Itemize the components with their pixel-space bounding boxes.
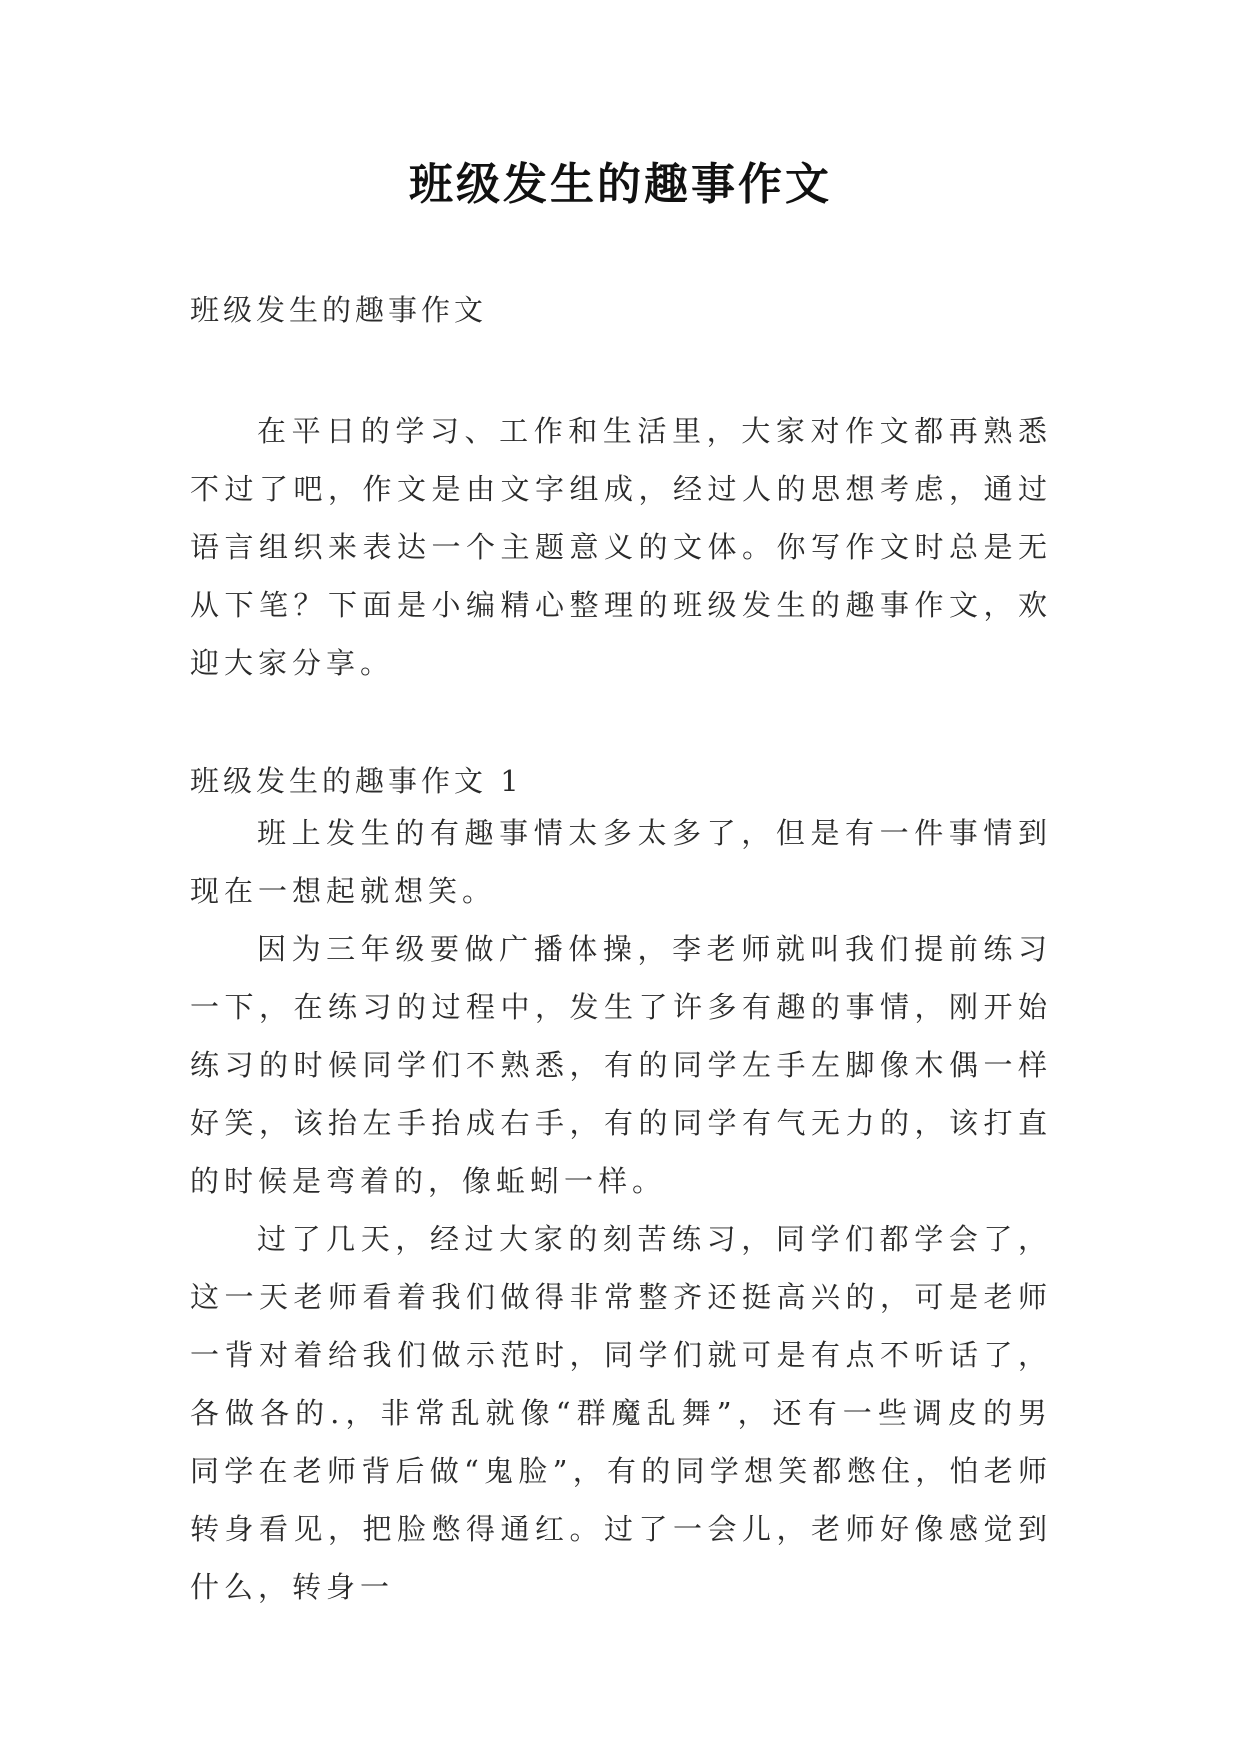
body-paragraph: 因为三年级要做广播体操，李老师就叫我们提前练习一下，在练习的过程中，发生了许多有趣的事情，刚开始练习的时候同学们不熟悉，有的同学左手左脚像木偶一样好笑，该抬左手抬成右手，有的同学有气无力的，该打直的时候是弯着的，像蚯蚓一样。 [190, 932, 1052, 1198]
document-title: 班级发生的趣事作文 [409, 159, 832, 210]
section-heading: 班级发生的趣事作文 1 [190, 764, 523, 798]
intro-paragraph: 在平日的学习、工作和生活里，大家对作文都再熟悉不过了吧，作文是由文字组成，经过人的思想考虑，通过语言组织来表达一个主题意义的文体。你写作文时总是无从下笔？下面是小编精心整理的班级发生的趣事作文，欢迎大家分享。 [190, 414, 1052, 680]
body-paragraph: 过了几天，经过大家的刻苦练习，同学们都学会了，这一天老师看着我们做得非常整齐还挺高兴的，可是老师一背对着给我们做示范时，同学们就可是有点不听话了，各做各的.，非常乱就像“群魔乱舞”，还有一些调皮的男同学在老师背后做“鬼脸”，有的同学想笑都憋住，怕老师转身看见，把脸憋得通红。过了一会儿，老师好像感觉到什么，转身一 [190, 1222, 1052, 1604]
document-subtitle: 班级发生的趣事作文 [190, 293, 488, 327]
body-paragraph: 班上发生的有趣事情太多太多了，但是有一件事情到现在一想起就想笑。 [190, 816, 1052, 908]
